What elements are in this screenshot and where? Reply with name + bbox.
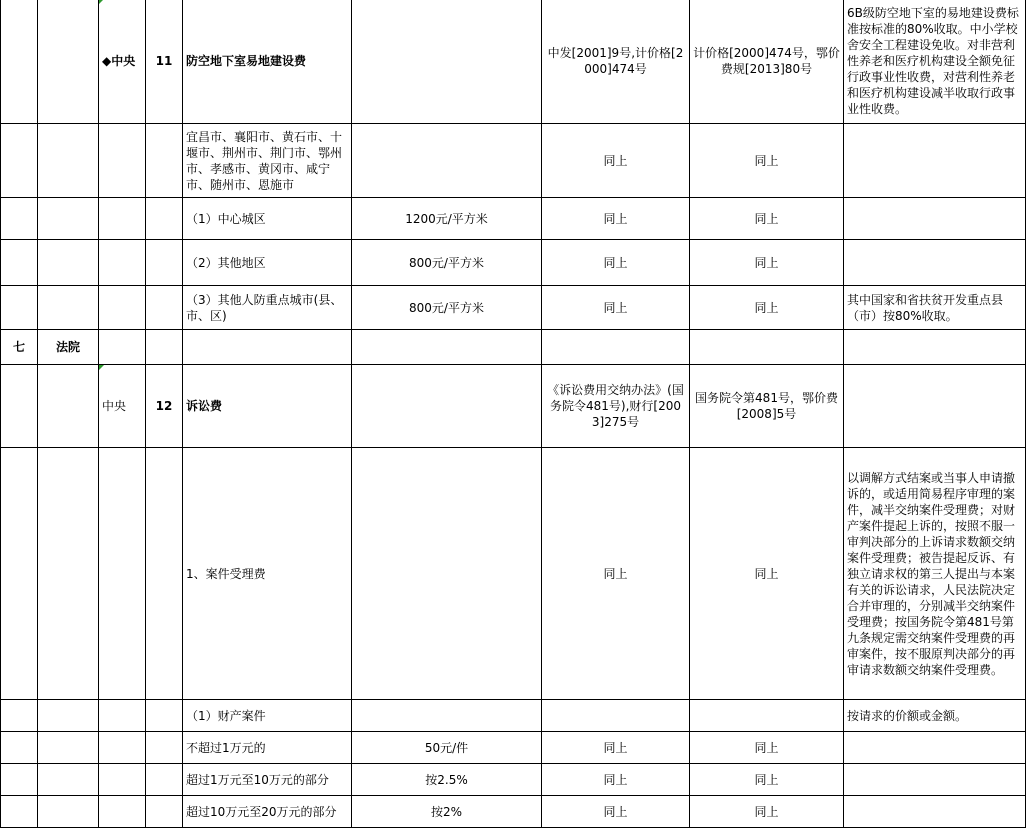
cell[interactable] xyxy=(38,732,99,764)
basis-cell[interactable]: 同上 xyxy=(542,286,690,330)
note-cell[interactable] xyxy=(844,796,1026,828)
table-row xyxy=(1,240,1026,286)
cell[interactable] xyxy=(99,330,146,365)
cell[interactable] xyxy=(99,732,146,764)
note-cell[interactable] xyxy=(844,240,1026,286)
cell[interactable] xyxy=(146,124,183,198)
table-row xyxy=(1,700,1026,732)
cell[interactable] xyxy=(99,240,146,286)
table-row xyxy=(1,796,1026,828)
item-name-cell[interactable]: 超过10万元至20万元的部分 xyxy=(183,796,352,828)
basis-cell[interactable]: 《诉讼费用交纳办法》(国务院令481号),财行[2003]275号 xyxy=(542,365,690,448)
item-name-cell[interactable]: （3）其他人防重点城市(县、市、区) xyxy=(183,286,352,330)
table-row xyxy=(1,286,1026,330)
item-name-cell[interactable]: （1）财产案件 xyxy=(183,700,352,732)
cell[interactable] xyxy=(99,448,146,700)
standard-cell[interactable]: 按2% xyxy=(352,796,542,828)
item-name-cell[interactable]: 不超过1万元的 xyxy=(183,732,352,764)
section-name-cell[interactable]: 法院 xyxy=(38,330,99,365)
cell[interactable] xyxy=(38,124,99,198)
cell[interactable] xyxy=(38,365,99,448)
price-basis-cell[interactable]: 同上 xyxy=(690,286,844,330)
item-name-cell[interactable]: 1、案件受理费 xyxy=(183,448,352,700)
standard-cell[interactable] xyxy=(352,365,542,448)
cell[interactable] xyxy=(146,700,183,732)
cell[interactable] xyxy=(1,240,38,286)
cell[interactable] xyxy=(1,0,38,124)
cell[interactable] xyxy=(38,700,99,732)
cell[interactable] xyxy=(1,732,38,764)
item-name-cell[interactable]: 超过1万元至10万元的部分 xyxy=(183,764,352,796)
basis-cell[interactable]: 同上 xyxy=(542,732,690,764)
table-row xyxy=(1,448,1026,700)
cell[interactable] xyxy=(38,448,99,700)
item-name-cell[interactable]: 诉讼费 xyxy=(183,365,352,448)
table-row xyxy=(1,330,1026,365)
table-row xyxy=(1,0,1026,124)
cell[interactable] xyxy=(183,330,352,365)
note-cell[interactable] xyxy=(844,764,1026,796)
item-name-cell[interactable]: （2）其他地区 xyxy=(183,240,352,286)
table-row xyxy=(1,124,1026,198)
table-row xyxy=(1,732,1026,764)
note-cell[interactable] xyxy=(844,365,1026,448)
basis-cell[interactable]: 同上 xyxy=(542,240,690,286)
cell[interactable] xyxy=(99,700,146,732)
cell[interactable] xyxy=(146,286,183,330)
cell[interactable] xyxy=(99,286,146,330)
basis-cell[interactable] xyxy=(542,700,690,732)
price-basis-cell[interactable]: 计价格[2000]474号，鄂价费规[2013]80号 xyxy=(690,0,844,124)
note-cell[interactable]: 其中国家和省扶贫开发重点县（市）按80%收取。 xyxy=(844,286,1026,330)
item-name-cell[interactable]: 防空地下室易地建设费 xyxy=(183,0,352,124)
cell[interactable] xyxy=(146,448,183,700)
standard-cell[interactable] xyxy=(352,700,542,732)
basis-cell[interactable]: 同上 xyxy=(542,448,690,700)
standard-cell[interactable] xyxy=(352,0,542,124)
item-number-cell[interactable]: 12 xyxy=(146,365,183,448)
cell[interactable] xyxy=(38,796,99,828)
cell[interactable] xyxy=(1,700,38,732)
table-row xyxy=(1,198,1026,240)
cell[interactable] xyxy=(146,796,183,828)
cell[interactable] xyxy=(1,764,38,796)
cell[interactable] xyxy=(146,330,183,365)
cell[interactable] xyxy=(38,0,99,124)
cell[interactable] xyxy=(1,448,38,700)
cell[interactable] xyxy=(146,198,183,240)
cell[interactable] xyxy=(99,764,146,796)
level-cell[interactable]: 中央 xyxy=(99,365,146,448)
standard-cell[interactable]: 800元/平方米 xyxy=(352,240,542,286)
cell[interactable] xyxy=(38,286,99,330)
price-basis-cell[interactable]: 同上 xyxy=(690,448,844,700)
cell[interactable] xyxy=(1,124,38,198)
cell[interactable] xyxy=(99,198,146,240)
cell[interactable] xyxy=(1,198,38,240)
standard-cell[interactable]: 1200元/平方米 xyxy=(352,198,542,240)
standard-cell[interactable] xyxy=(352,124,542,198)
cell[interactable] xyxy=(38,198,99,240)
note-cell[interactable] xyxy=(844,732,1026,764)
table-row xyxy=(1,764,1026,796)
standard-cell[interactable] xyxy=(352,448,542,700)
cell[interactable] xyxy=(1,796,38,828)
cell[interactable] xyxy=(690,330,844,365)
note-cell[interactable]: 以调解方式结案或当事人申请撤诉的，或适用简易程序审理的案件，减半交纳案件受理费；对财产案件提起上诉的，按照不服一审判决部分的上诉请求数额交纳案件受理费；被告提起反诉、有独立请求权的第三人提出与本案有关的诉讼请求，人民法院决定合并审理的，分别减半交纳案件受理费；按国务院令第481号第九条规定需交纳案件受理费的再审案件，按不服原判决部分的再审请求数额交纳案件受理费。 xyxy=(844,448,1026,700)
note-cell[interactable] xyxy=(844,124,1026,198)
cell[interactable] xyxy=(844,330,1026,365)
price-basis-cell[interactable]: 同上 xyxy=(690,732,844,764)
cell[interactable] xyxy=(99,796,146,828)
cell[interactable] xyxy=(146,764,183,796)
note-cell[interactable]: 按请求的价额或金额。 xyxy=(844,700,1026,732)
item-number-cell[interactable]: 11 xyxy=(146,0,183,124)
price-basis-cell[interactable]: 同上 xyxy=(690,240,844,286)
note-cell[interactable] xyxy=(844,198,1026,240)
price-basis-cell[interactable]: 同上 xyxy=(690,198,844,240)
basis-cell[interactable]: 同上 xyxy=(542,764,690,796)
standard-cell[interactable]: 按2.5% xyxy=(352,764,542,796)
basis-cell[interactable]: 同上 xyxy=(542,796,690,828)
section-number-cell[interactable]: 七 xyxy=(1,330,38,365)
standard-cell[interactable]: 50元/件 xyxy=(352,732,542,764)
standard-cell[interactable]: 800元/平方米 xyxy=(352,286,542,330)
cell[interactable] xyxy=(146,732,183,764)
basis-cell[interactable]: 同上 xyxy=(542,198,690,240)
basis-cell[interactable]: 中发[2001]9号,计价格[2000]474号 xyxy=(542,0,690,124)
basis-cell[interactable]: 同上 xyxy=(542,124,690,198)
item-name-cell[interactable]: （1）中心城区 xyxy=(183,198,352,240)
price-basis-cell[interactable]: 同上 xyxy=(690,796,844,828)
cell[interactable] xyxy=(1,365,38,448)
cell[interactable] xyxy=(38,240,99,286)
price-basis-cell[interactable] xyxy=(690,700,844,732)
note-cell[interactable]: 6B级防空地下室的易地建设费标准按标准的80%收取。中小学校舍安全工程建设免收。对非营利性养老和医疗机构建设全额免征行政事业性收费，对营利性养老和医疗机构建设减半收取行政事业性收费。 xyxy=(844,0,1026,124)
cell[interactable] xyxy=(99,124,146,198)
cell[interactable] xyxy=(542,330,690,365)
item-name-cell[interactable]: 宜昌市、襄阳市、黄石市、十堰市、荆州市、荆门市、鄂州市、孝感市、黄冈市、咸宁市、随州市、恩施市 xyxy=(183,124,352,198)
cell[interactable] xyxy=(1,286,38,330)
price-basis-cell[interactable]: 国务院令第481号，鄂价费[2008]5号 xyxy=(690,365,844,448)
cell[interactable] xyxy=(146,240,183,286)
table-row xyxy=(1,365,1026,448)
cell[interactable] xyxy=(352,330,542,365)
level-cell[interactable]: ◆中央 xyxy=(99,0,146,124)
price-basis-cell[interactable]: 同上 xyxy=(690,124,844,198)
price-basis-cell[interactable]: 同上 xyxy=(690,764,844,796)
cell[interactable] xyxy=(38,764,99,796)
